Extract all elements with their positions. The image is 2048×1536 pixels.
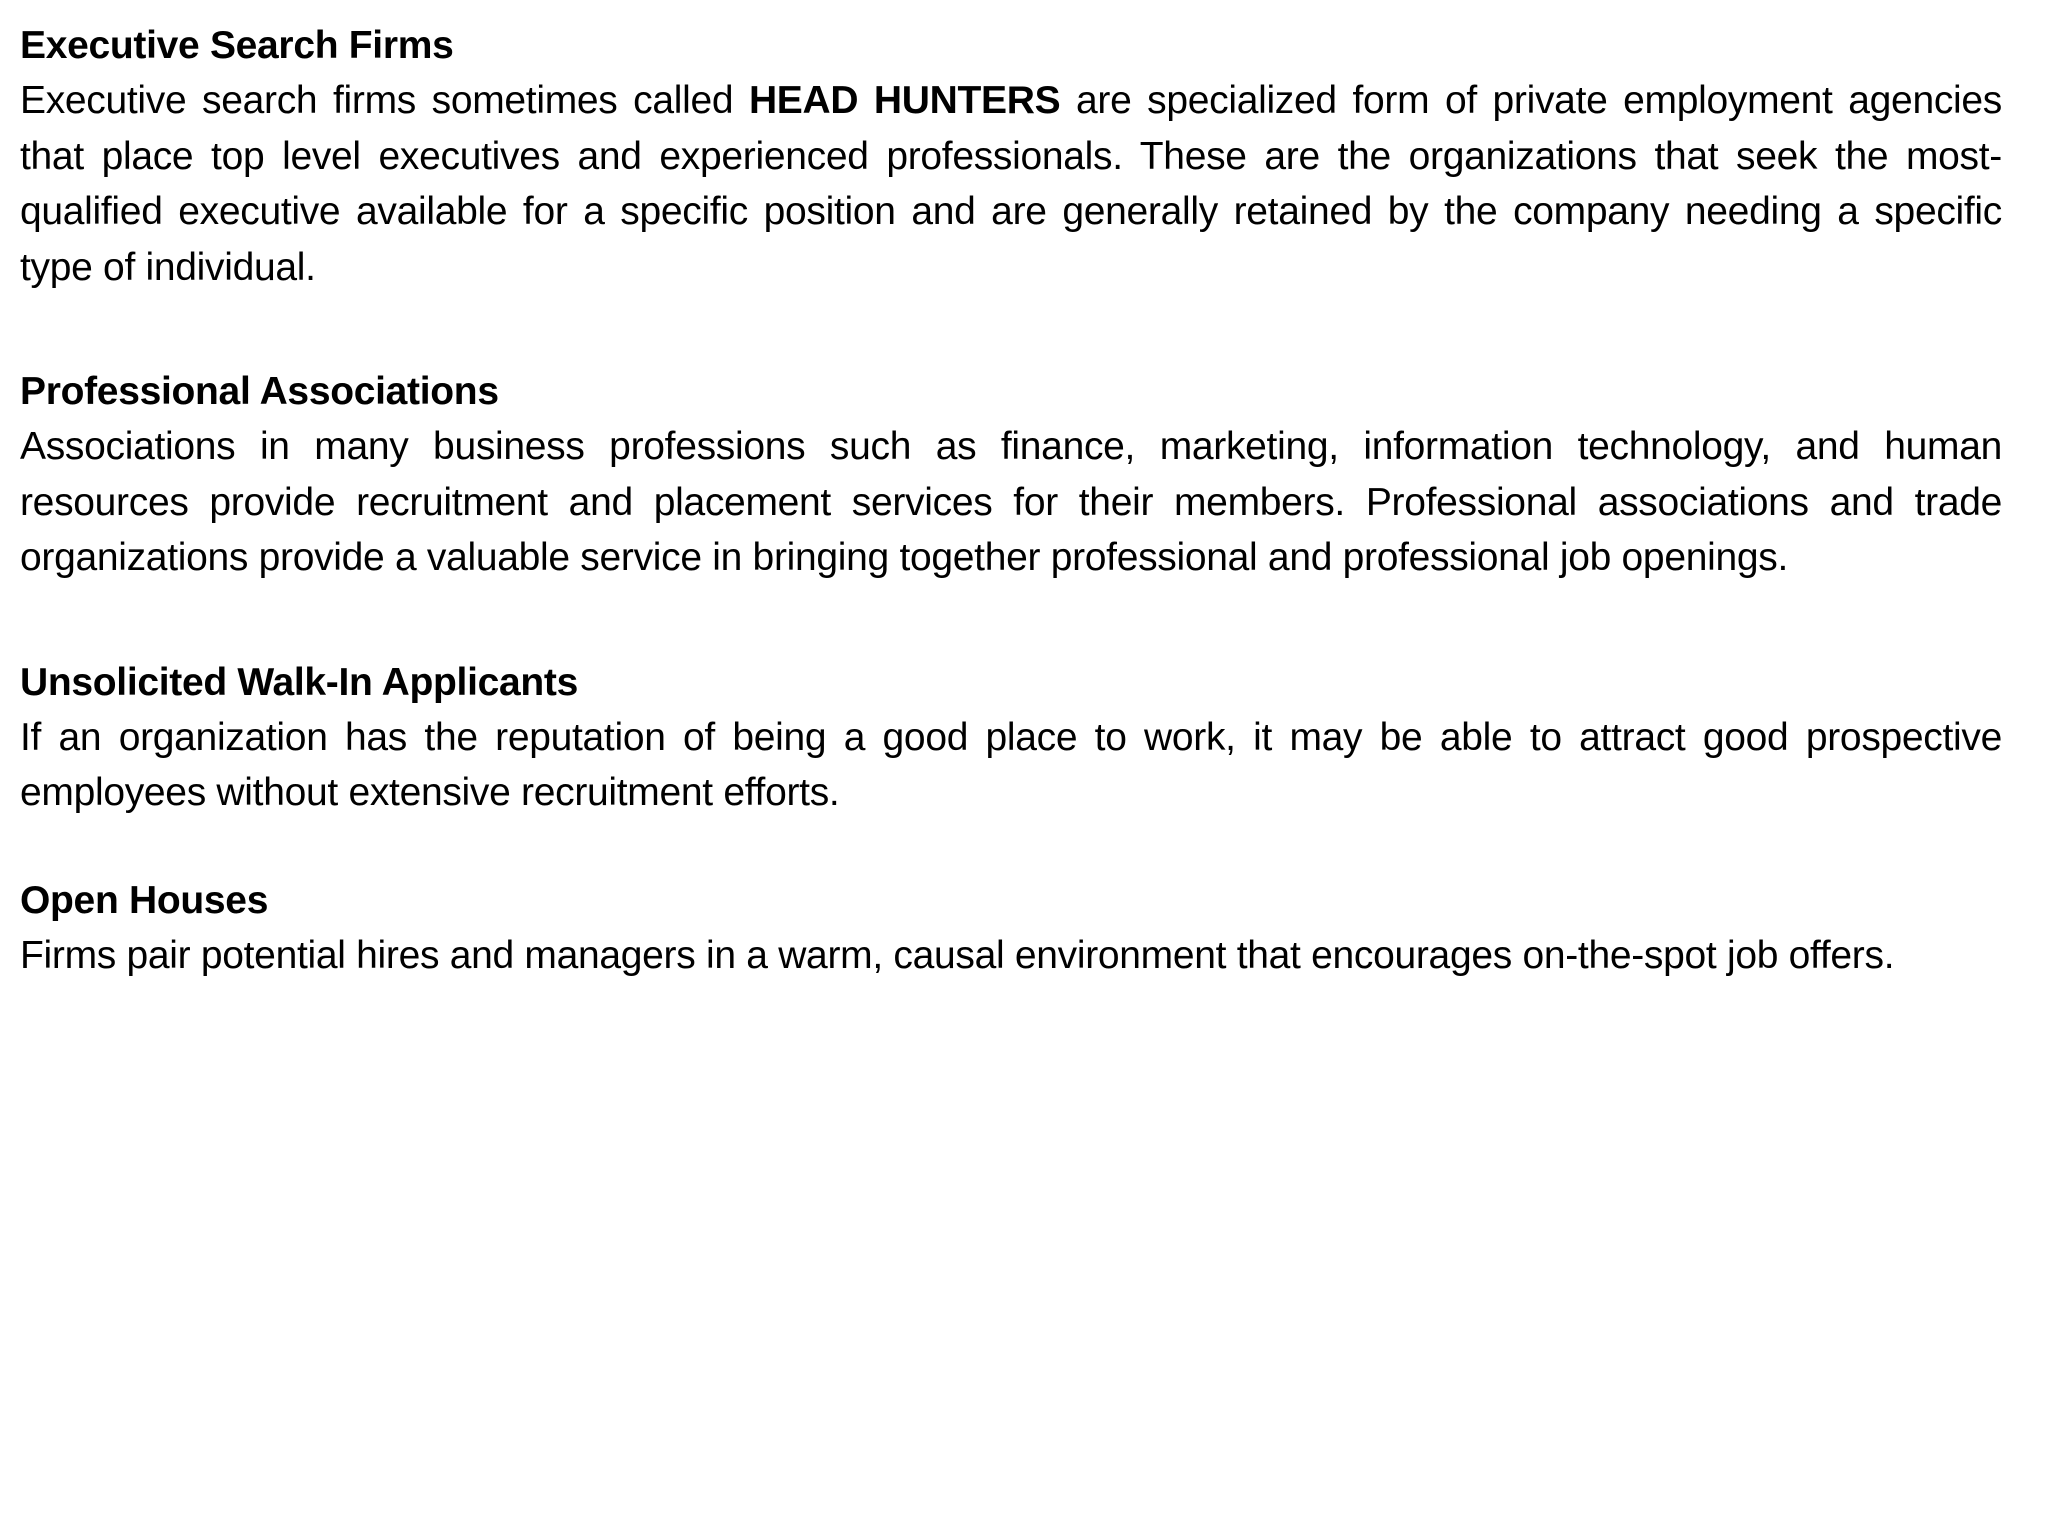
section-executive-search-firms [20,18,2002,295]
section-body: Firms pair potential hires and managers in a warm, causal environment that encourages on-the-spot job offers. [20,933,1895,977]
spacer [20,586,2002,655]
section-body: Associations in many business professions such as finance, marketing, information technology, and human resources provide recruitment and placement services for their members. Professional associations and trade organizations provide a valuable service in bringing together professional and professional job openings. [20,425,2002,579]
slide-content [20,18,2002,983]
body-text-start: Executive search firms sometimes called [20,79,749,122]
body-text-rest: are specialized form of private employment agencies that place top level executives and experienced professionals. These are the organizations that seek the most-qualified executive available for a specific position and are generally retained by the company needing a specific type of individual. [20,79,2002,289]
section-heading: Executive Search Firms [20,24,454,67]
section-heading: Professional Associations [20,370,499,413]
spacer [20,295,2002,364]
section-unsolicited-walk-in-applicants [20,655,2002,821]
head-hunters-emphasis: HEAD HUNTERS [748,79,1061,122]
spacer [20,821,2002,873]
section-heading: Unsolicited Walk-In Applicants [20,660,579,704]
section-professional-associations [20,364,2002,586]
section-body [20,73,2002,295]
section-open-houses [20,873,2002,984]
section-body: If an organization has the reputation of being a good place to work, it may be able to attract good prospective employees without extensive recruitment efforts. [20,715,2002,814]
section-heading: Open Houses [20,878,269,922]
